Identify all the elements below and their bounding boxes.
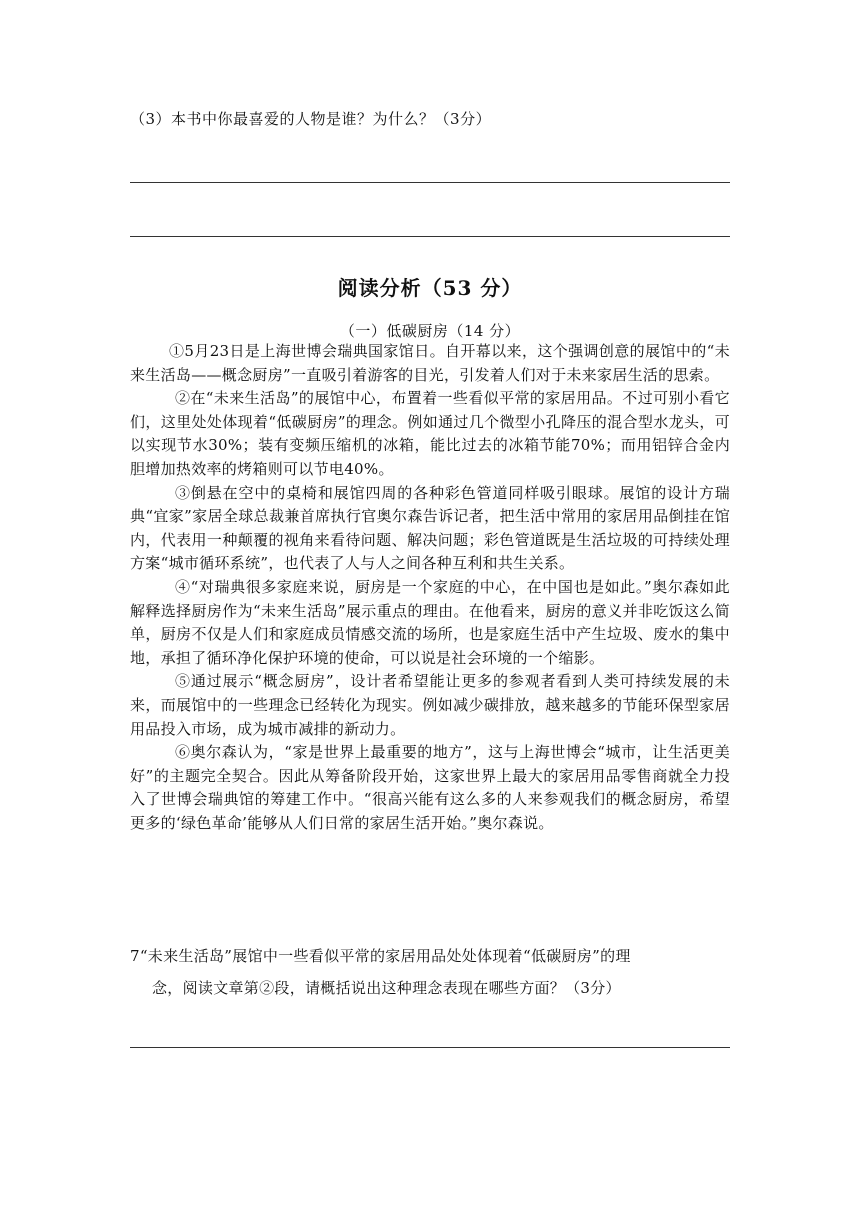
question-7-line-1: 7“未来生活岛”展馆中一些看似平常的家居用品处处体现着“低碳厨房”的理	[130, 947, 631, 965]
section-title: 阅读分析（53 分）	[337, 276, 523, 300]
answer-line-1[interactable]	[130, 182, 730, 183]
article-paragraph-6: ⑥奥尔森认为，“家是世界上最重要的地方”，这与上海世博会“城市，让生活更美好”的主题完全契合。因此从筹备阶段开始，这家世界上最大的家居用品零售商就全力投入了世博会瑞典馆的筹建工作中。“很高兴能有这么多的人来参观我们的概念厨房，希望更多的‘绿色革命’能够从人们日常的家居生活开始。”奥尔森说。	[130, 743, 730, 832]
article-paragraph-3: ③倒悬在空中的桌椅和展馆四周的各种彩色管道同样吸引眼球。展馆的设计方瑞典“宜家”家居全球总裁兼首席执行官奥尔森告诉记者，把生活中常用的家居用品倒挂在馆内，代表用一种颠覆的视角来看待问题、解决问题；彩色管道既是生活垃圾的可持续处理方案“城市循环系统”，也代表了人与人之间各种互利和共生关系。	[130, 483, 730, 573]
question-7-line-2: 念，阅读文章第②段，请概括说出这种理念表现在哪些方面？（3分）	[152, 979, 621, 997]
article-paragraph-5: ⑤通过展示“概念厨房”，设计者希望能让更多的参观者看到人类可持续发展的未来，而展馆中的一些理念已经转化为现实。例如减少碳排放，越来越多的节能环保型家居用品投入市场，成为城市减排的新动力。	[130, 672, 730, 738]
article-paragraph-4: ④“对瑞典很多家庭来说，厨房是一个家庭的中心，在中国也是如此。”奥尔森如此解释选择厨房作为“未来生活岛”展示重点的理由。在他看来，厨房的意义并非吃饭这么简单，厨房不仅是人们和家庭成员情感交流的场所，也是家庭生活中产生垃圾、废水的集中地，承担了循环净化保护环境的使命，可以说是社会环境的一个缩影。	[130, 577, 730, 667]
question-7	[130, 940, 735, 1004]
article-body	[130, 340, 730, 835]
answer-line-2[interactable]	[130, 236, 730, 237]
question-3: （3）本书中你最喜爱的人物是谁？为什么？（3分）	[130, 110, 492, 128]
article-paragraph-1: ①5月23日是上海世博会瑞典国家馆日。自开幕以来，这个强调创意的展馆中的“未来生活岛——概念厨房”一直吸引着游客的目光，引发着人们对于未来家居生活的思索。	[130, 342, 730, 384]
answer-line-3[interactable]	[130, 1047, 730, 1048]
article-paragraph-2: ②在“未来生活岛”的展馆中心，布置着一些看似平常的家居用品。不过可别小看它们，这里处处体现着“低碳厨房”的理念。例如通过几个微型小孔降压的混合型水龙头，可以实现节水30%；装有变频压缩机的冰箱，能比过去的冰箱节能70%；而用铝锌合金内胆增加热效率的烤箱则可以节电40%。	[130, 389, 730, 478]
article-subtitle: （一）低碳厨房（14 分）	[339, 322, 521, 340]
